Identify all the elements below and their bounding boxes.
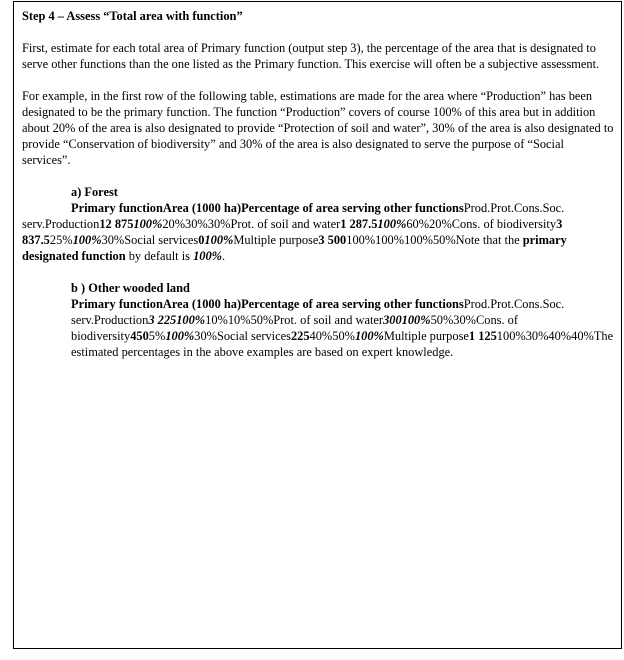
text-run: Prod.Prot.Cons.Soc. serv.Production	[71, 297, 565, 327]
text-run: 25%	[49, 233, 73, 247]
text-run: 60%20%Cons. of biodiversity	[406, 217, 557, 231]
text-run: 225	[290, 329, 310, 343]
text-run: 1 287.5	[340, 217, 378, 231]
text-run: 100%	[401, 313, 431, 327]
text-run: 10%10%50%Prot. of soil and water	[205, 313, 384, 327]
text-run: 1 125	[468, 329, 497, 343]
text-run: 100%100%100%50%Note that the	[346, 233, 523, 247]
text-run: 5%	[148, 329, 166, 343]
text-run: 450	[130, 329, 149, 343]
text-run: 40%50%	[309, 329, 355, 343]
text-run: 0	[198, 233, 205, 247]
forest-table-text	[22, 200, 615, 264]
text-run: 3 837.5	[22, 217, 563, 247]
text-run: 12 875	[99, 217, 134, 231]
intro-paragraph: First, estimate for each total area of Primary function (output step 3), the percentage of the area that is designated to serve other functions than the one listed as the Primary function. This exercise will often be a subjective assessment.	[22, 41, 600, 71]
text-run: .	[222, 249, 226, 263]
text-run: 100%	[72, 233, 102, 247]
step-title: Step 4 – Assess “Total area with function”	[22, 9, 243, 23]
text-run: 100%	[133, 217, 163, 231]
text-run: 100%30%40%40%The estimated percentages in the above examples are based on expert knowledge.	[71, 329, 614, 359]
text-run: 100%	[193, 249, 222, 263]
text-run: Primary functionArea (1000 ha)Percentage of area serving other functions	[71, 297, 464, 311]
example-paragraph: For example, in the first row of the following table, estimations are made for the area where “Production” has been designated to be the primary function. The function “Production” covers of course 100% of this area but in addition about 20% of the area is also designated to provide “Protection of soil and water”, 30% of the area is also designated to provide “Conservation of biodiversity” and 30% of the area is also designated to serve the purpose of “Social services”.	[22, 89, 614, 167]
text-run: 100%	[176, 313, 206, 327]
document-frame	[13, 1, 622, 649]
text-run: 3 225	[148, 313, 177, 327]
text-run: 300	[383, 313, 402, 327]
document-body	[22, 8, 615, 360]
text-run: by default is	[125, 249, 194, 263]
other-wooded-land-table-text	[71, 296, 615, 360]
text-run: Multiple purpose	[383, 329, 469, 343]
forest-heading: a) Forest	[71, 185, 118, 199]
text-run: 30%Social services	[194, 329, 291, 343]
text-run: 50%30%Cons. of biodiversity	[71, 313, 518, 343]
other-wooded-land-heading: b ) Other wooded land	[71, 281, 190, 295]
text-run: 20%30%30%Prot. of soil and water	[162, 217, 341, 231]
text-run: 100%	[165, 329, 195, 343]
text-run: Multiple purpose	[233, 233, 319, 247]
text-run: 100%	[354, 329, 384, 343]
text-run: 100%	[204, 233, 234, 247]
text-run: 30%Social services	[101, 233, 199, 247]
text-run: Prod.Prot.Cons.Soc. serv.Production	[22, 201, 565, 231]
text-run: primary designated function	[22, 233, 567, 263]
text-run: Primary functionArea (1000 ha)Percentage of area serving other functions	[71, 201, 464, 215]
text-run: 100%	[377, 217, 407, 231]
text-run: 3 500	[318, 233, 347, 247]
